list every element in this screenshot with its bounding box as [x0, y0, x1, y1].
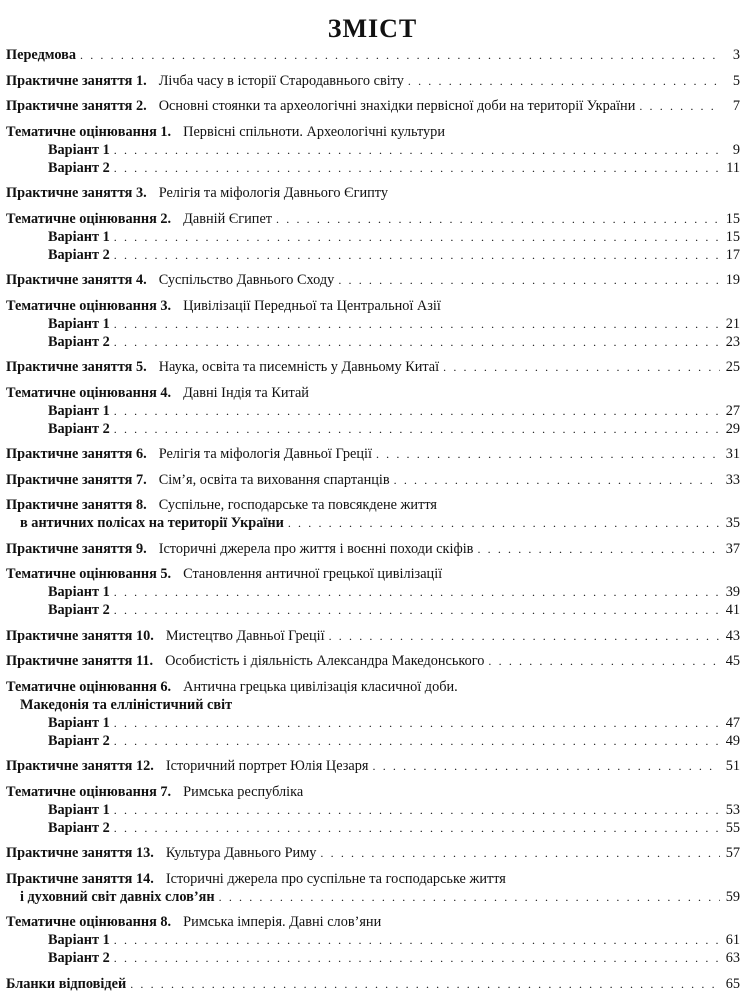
entry-title: Культура Давнього Риму — [165, 845, 317, 861]
dot-leader — [114, 949, 720, 967]
toc-entry — [6, 844, 740, 862]
entry-label: Практичне заняття 8. — [6, 497, 147, 513]
entry-title: Антична грецька цивілізація класичної доби. — [183, 678, 458, 695]
dot-leader — [114, 333, 720, 351]
entry-label: Практичне заняття 13. — [6, 845, 154, 861]
page-number: 29 — [725, 420, 740, 437]
entry-title-continuation: і духовний світ давніх слов’ян — [20, 888, 215, 905]
entry-spacer — [6, 967, 740, 975]
entry-label: Практичне заняття 1. — [6, 72, 147, 89]
entry-label: Практичне заняття 6. — [6, 446, 147, 462]
variant-label: Варіант 2 — [48, 159, 110, 176]
entry-title: Суспільне, господарське та повсякдене життя — [158, 497, 437, 513]
entry-title: Мистецтво Давньої Греції — [165, 627, 325, 644]
entry-label: Тематичне оцінювання 8. — [6, 914, 172, 930]
variant-line — [6, 159, 740, 177]
page-number: 43 — [725, 627, 740, 644]
toc-entry — [6, 757, 740, 775]
entry-label: Бланки відповідей — [6, 975, 127, 992]
dot-leader — [114, 714, 720, 732]
toc-entry — [6, 445, 740, 463]
entry-title-continuation: в античних полісах на території України — [20, 515, 284, 531]
toc-entry — [6, 97, 740, 115]
entry-title: Римська імперія. Давні слов’яни — [183, 914, 382, 930]
variant-line — [6, 949, 740, 967]
toc-entry-line — [6, 913, 740, 931]
page-number: 39 — [725, 584, 740, 600]
entry-label: Тематичне оцінювання 7. — [6, 783, 172, 800]
toc-entry-line — [6, 358, 740, 376]
variant-line — [6, 931, 740, 949]
toc-entry — [6, 384, 740, 438]
entry-label: Практичне заняття 3. — [6, 185, 147, 201]
toc-entry — [6, 358, 740, 376]
toc-entry — [6, 72, 740, 90]
toc-entry-line — [6, 870, 740, 888]
entry-label: Практичне заняття 2. — [6, 98, 147, 114]
toc-entry — [6, 627, 740, 645]
toc-entry-line — [6, 540, 740, 558]
table-of-contents — [6, 46, 740, 993]
toc-entry-line — [6, 297, 740, 315]
dot-leader — [329, 627, 720, 645]
entry-label: Практичне заняття 9. — [6, 540, 147, 557]
entry-label: Передмова — [6, 47, 77, 63]
page-number: 25 — [725, 359, 740, 375]
dot-leader — [114, 141, 720, 159]
entry-label: Практичне заняття 14. — [6, 870, 154, 887]
entry-spacer — [6, 351, 740, 359]
entry-spacer — [6, 558, 740, 566]
page-number: 15 — [725, 228, 740, 245]
entry-spacer — [6, 289, 740, 297]
toc-entry — [6, 496, 740, 532]
toc-entry-line — [6, 783, 740, 801]
variant-line — [6, 228, 740, 246]
entry-label: Тематичне оцінювання 4. — [6, 384, 172, 401]
toc-entry — [6, 46, 740, 64]
variant-line — [6, 402, 740, 420]
variant-line — [6, 583, 740, 601]
page-number: 7 — [732, 98, 740, 114]
toc-entry-line — [6, 975, 740, 993]
toc-entry-continuation — [6, 696, 740, 714]
variant-line — [6, 601, 740, 619]
dot-leader — [320, 844, 720, 862]
toc-entry — [6, 184, 740, 202]
toc-entry-line — [6, 210, 740, 228]
page-number: 15 — [725, 210, 740, 227]
page-number: 47 — [725, 714, 740, 731]
toc-entry — [6, 297, 740, 351]
toc-entry — [6, 540, 740, 558]
toc-entry-line — [6, 678, 740, 696]
entry-spacer — [6, 264, 740, 272]
entry-spacer — [6, 645, 740, 653]
entry-label: Практичне заняття 4. — [6, 272, 147, 288]
toc-entry-line — [6, 123, 740, 141]
dot-leader — [408, 72, 720, 90]
dot-leader — [114, 801, 720, 819]
dot-leader — [114, 420, 720, 438]
entry-spacer — [6, 177, 740, 185]
variant-label: Варіант 1 — [48, 228, 110, 245]
toc-entry — [6, 565, 740, 619]
dot-leader — [477, 540, 720, 558]
page-number: 63 — [725, 950, 740, 966]
toc-entry — [6, 913, 740, 967]
entry-spacer — [6, 90, 740, 98]
page-number: 27 — [725, 402, 740, 419]
dot-leader — [394, 471, 720, 489]
variant-line — [6, 714, 740, 732]
dot-leader — [114, 402, 720, 420]
variant-label: Варіант 1 — [48, 932, 110, 948]
entry-spacer — [6, 376, 740, 384]
page-number: 65 — [725, 975, 740, 992]
variant-line — [6, 246, 740, 264]
toc-entry-continuation — [6, 514, 740, 532]
entry-spacer — [6, 862, 740, 870]
dot-leader — [288, 514, 720, 532]
toc-entry — [6, 678, 740, 750]
toc-entry — [6, 471, 740, 489]
entry-spacer — [6, 670, 740, 678]
toc-entry-line — [6, 445, 740, 463]
page-number: 9 — [732, 141, 740, 158]
toc-entry — [6, 783, 740, 837]
entry-title: Первісні спільноти. Археологічні культури — [183, 123, 445, 140]
dot-leader — [639, 97, 720, 115]
entry-spacer — [6, 775, 740, 783]
page-number: 3 — [732, 47, 740, 63]
entry-label: Практичне заняття 7. — [6, 471, 147, 488]
entry-spacer — [6, 489, 740, 497]
page-title: ЗМІСТ — [327, 14, 418, 43]
variant-label: Варіант 1 — [48, 141, 110, 158]
variant-label: Варіант 2 — [48, 333, 110, 350]
variant-label: Варіант 1 — [48, 315, 110, 332]
toc-entry — [6, 975, 740, 993]
toc-entry-line — [6, 627, 740, 645]
entry-label: Практичне заняття 12. — [6, 758, 154, 774]
variant-label: Варіант 2 — [48, 602, 110, 618]
entry-spacer — [6, 438, 740, 446]
entry-spacer — [6, 115, 740, 123]
dot-leader — [114, 732, 720, 750]
dot-leader — [130, 975, 720, 993]
entry-title: Релігія та міфологія Давнього Єгипту — [158, 185, 388, 201]
variant-label: Варіант 2 — [48, 732, 110, 749]
entry-label: Тематичне оцінювання 1. — [6, 123, 172, 140]
entry-title: Цивілізації Передньої та Центральної Азії — [183, 297, 441, 314]
entry-spacer — [6, 837, 740, 845]
entry-title: Римська республіка — [183, 783, 304, 800]
variant-line — [6, 141, 740, 159]
page-number: 55 — [725, 819, 740, 836]
variant-label: Варіант 2 — [48, 819, 110, 836]
entry-label: Практичне заняття 11. — [6, 653, 154, 669]
page-number: 61 — [725, 932, 740, 948]
variant-label: Варіант 1 — [48, 714, 110, 731]
variant-label: Варіант 2 — [48, 420, 110, 437]
dot-leader — [276, 210, 720, 228]
entry-title: Історичні джерела про життя і воєнні походи скіфів — [158, 540, 474, 557]
toc-entry-line — [6, 384, 740, 402]
variant-line — [6, 819, 740, 837]
dot-leader — [114, 931, 720, 949]
dot-leader — [338, 271, 720, 289]
entry-title: Лічба часу в історії Стародавнього світу — [158, 72, 404, 89]
dot-leader — [373, 757, 721, 775]
toc-entry-line — [6, 844, 740, 862]
entry-title: Особистість і діяльність Александра Македонського — [165, 653, 485, 669]
variant-line — [6, 315, 740, 333]
page-number: 41 — [725, 602, 740, 618]
variant-label: Варіант 2 — [48, 950, 110, 966]
dot-leader — [114, 601, 720, 619]
page-number: 17 — [725, 246, 740, 263]
entry-label: Тематичне оцінювання 2. — [6, 210, 172, 227]
entry-label: Тематичне оцінювання 3. — [6, 297, 172, 314]
dot-leader — [114, 583, 720, 601]
entry-title: Історичний портрет Юлія Цезаря — [165, 758, 369, 774]
toc-entry — [6, 652, 740, 670]
entry-title: Давні Індія та Китай — [183, 384, 309, 401]
entry-spacer — [6, 64, 740, 72]
dot-leader — [114, 228, 720, 246]
variant-label: Варіант 1 — [48, 402, 110, 419]
dot-leader — [114, 315, 720, 333]
toc-entry-line — [6, 652, 740, 670]
page-number: 35 — [725, 515, 740, 531]
toc-entry-line — [6, 565, 740, 583]
page-number: 33 — [725, 471, 740, 488]
entry-label: Тематичне оцінювання 6. — [6, 678, 172, 695]
entry-title-continuation: Македонія та елліністичний світ — [20, 696, 233, 713]
toc-entry — [6, 123, 740, 177]
entry-title: Сім’я, освіта та виховання спартанців — [158, 471, 390, 488]
variant-line — [6, 333, 740, 351]
entry-spacer — [6, 202, 740, 210]
variant-label: Варіант 1 — [48, 584, 110, 600]
entry-spacer — [6, 906, 740, 914]
entry-title: Наука, освіта та писемність у Давньому Китаї — [158, 359, 440, 375]
toc-entry-line — [6, 471, 740, 489]
dot-leader — [443, 358, 720, 376]
entry-spacer — [6, 619, 740, 627]
dot-leader — [114, 159, 720, 177]
page-number: 53 — [725, 801, 740, 818]
dot-leader — [114, 819, 720, 837]
page-number: 23 — [725, 333, 740, 350]
entry-title: Основні стоянки та археологічні знахідки первісної доби на території України — [158, 98, 636, 114]
dot-leader — [376, 445, 720, 463]
dot-leader — [114, 246, 720, 264]
toc-entry — [6, 271, 740, 289]
page-number: 11 — [726, 159, 740, 176]
entry-title: Суспільство Давнього Сходу — [158, 272, 335, 288]
toc-entry-line — [6, 496, 740, 514]
toc-entry-line — [6, 271, 740, 289]
variant-line — [6, 420, 740, 438]
toc-entry-continuation — [6, 888, 740, 906]
page-number: 59 — [725, 888, 740, 905]
dot-leader — [488, 652, 720, 670]
dot-leader — [80, 46, 720, 64]
page-number: 19 — [725, 272, 740, 288]
page-number: 57 — [725, 845, 740, 861]
variant-label: Варіант 1 — [48, 801, 110, 818]
page-number: 31 — [725, 446, 740, 462]
entry-spacer — [6, 463, 740, 471]
page-number: 5 — [732, 72, 740, 89]
variant-label: Варіант 2 — [48, 246, 110, 263]
dot-leader — [219, 888, 720, 906]
page-number: 45 — [725, 653, 740, 669]
entry-label: Практичне заняття 5. — [6, 359, 147, 375]
entry-label: Практичне заняття 10. — [6, 627, 154, 644]
entry-spacer — [6, 532, 740, 540]
page-number: 21 — [725, 315, 740, 332]
toc-entry-line — [6, 184, 740, 202]
toc-entry-line — [6, 46, 740, 64]
entry-label: Тематичне оцінювання 5. — [6, 566, 172, 582]
toc-entry — [6, 870, 740, 906]
toc-entry-line — [6, 757, 740, 775]
variant-line — [6, 801, 740, 819]
toc-entry — [6, 210, 740, 264]
entry-spacer — [6, 750, 740, 758]
page-number: 37 — [725, 540, 740, 557]
entry-title: Релігія та міфологія Давньої Греції — [158, 446, 372, 462]
entry-title: Становлення античної грецької цивілізації — [183, 566, 443, 582]
toc-entry-line — [6, 97, 740, 115]
page-number: 51 — [725, 758, 740, 774]
variant-line — [6, 732, 740, 750]
entry-title: Історичні джерела про суспільне та господарське життя — [165, 870, 506, 887]
toc-entry-line — [6, 72, 740, 90]
page-number: 49 — [725, 732, 740, 749]
entry-title: Давній Єгипет — [183, 210, 273, 227]
